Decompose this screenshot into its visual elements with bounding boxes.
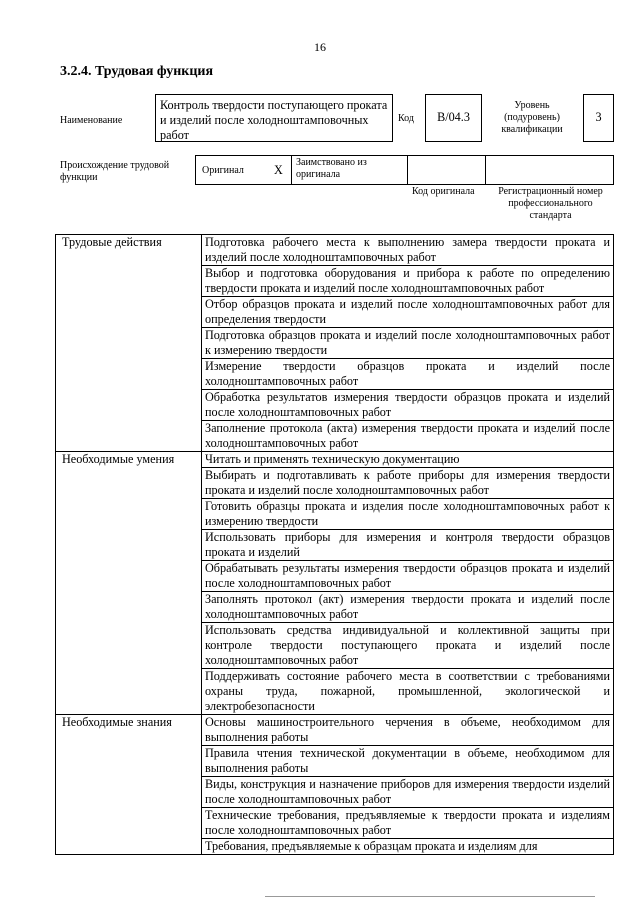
original-mark: X [274, 163, 283, 177]
list-item: Подготовка образцов проката и изделий после холодноштамповочных работ к измерению твердости [202, 328, 614, 359]
origin-box [195, 155, 614, 185]
section-label: Трудовые действия [56, 235, 202, 452]
list-item: Измерение твердости образцов проката и изделий после холодноштамповочных работ [202, 359, 614, 390]
list-item: Выбор и подготовка оборудования и прибора к работе по определению твердости проката и изделий после холодноштамповочных работ [202, 266, 614, 297]
list-item: Использовать средства индивидуальной и коллективной защиты при контроле твердости поступающего проката и изделий после холодноштамповочных работ [202, 623, 614, 669]
scan-edge-line [265, 896, 595, 897]
list-item: Основы машиностроительного черчения в объеме, необходимом для выполнения работы [202, 715, 614, 746]
list-item: Правила чтения технической документации в объеме, необходимом для выполнения работы [202, 746, 614, 777]
level-value: 3 [583, 94, 614, 142]
table-row [56, 235, 614, 266]
origin-divider-1 [291, 155, 292, 185]
list-item: Технические требования, предъявляемые к твердости проката и изделиям после холодноштамповочных работ [202, 808, 614, 839]
section-label: Необходимые знания [56, 715, 202, 855]
origin-divider-2 [407, 155, 408, 185]
list-item: Выбирать и подготавливать к работе приборы для измерения твердости проката и изделий после холодноштамповочных работ [202, 468, 614, 499]
table-row [56, 452, 614, 468]
list-item: Заполнять протокол (акт) измерения твердости проката и изделий после холодноштамповочных работ [202, 592, 614, 623]
borrowed-label: Заимствовано из оригинала [296, 157, 367, 180]
list-item: Читать и применять техническую документацию [202, 452, 614, 468]
list-item: Требования, предъявляемые к образцам проката и изделиям для [202, 839, 614, 855]
list-item: Готовить образцы проката и изделия после холодноштамповочных работ к измерению твердости [202, 499, 614, 530]
list-item: Виды, конструкция и назначение приборов для измерения твердости изделий после холодноштамповочных работ [202, 777, 614, 808]
name-value: Контроль твердости поступающего проката и изделий после холодноштамповочных работ [155, 94, 393, 142]
list-item: Обработка результатов измерения твердости образцов проката и изделий после холодноштамповочных работ [202, 390, 614, 421]
code-label: Код [398, 113, 414, 124]
section-title: 3.2.4. Трудовая функция [60, 64, 214, 79]
reg-number-label: Регистрационный номер профессионального стандарта [498, 186, 603, 221]
list-item: Подготовка рабочего места к выполнению замера твердости проката и изделий после холодноштамповочных работ [202, 235, 614, 266]
function-table [55, 234, 614, 855]
original-label: Оригинал [202, 165, 244, 176]
list-item: Использовать приборы для измерения и контроля твердости образцов проката и изделий [202, 530, 614, 561]
origin-label: Происхождение трудовой функции [60, 160, 170, 183]
page-number: 16 [314, 40, 326, 54]
list-item: Поддерживать состояние рабочего места в соответствии с требованиями охраны труда, пожарной, промышленной, экологической и электробезопасности [202, 669, 614, 715]
list-item: Обрабатывать результаты измерения твердости образцов проката и изделий после холодноштамповочных работ [202, 561, 614, 592]
list-item: Отбор образцов проката и изделий после холодноштамповочных работ для определения твердости [202, 297, 614, 328]
code-value: B/04.3 [425, 94, 482, 142]
origin-divider-3 [485, 155, 486, 185]
name-label: Наименование [60, 115, 123, 126]
level-label: Уровень (подуровень) квалификации [501, 100, 563, 135]
section-label: Необходимые умения [56, 452, 202, 715]
list-item: Заполнение протокола (акта) измерения твердости проката и изделий после холодноштамповочных работ [202, 421, 614, 452]
table-row [56, 715, 614, 746]
code-original-label: Код оригинала [412, 186, 475, 197]
